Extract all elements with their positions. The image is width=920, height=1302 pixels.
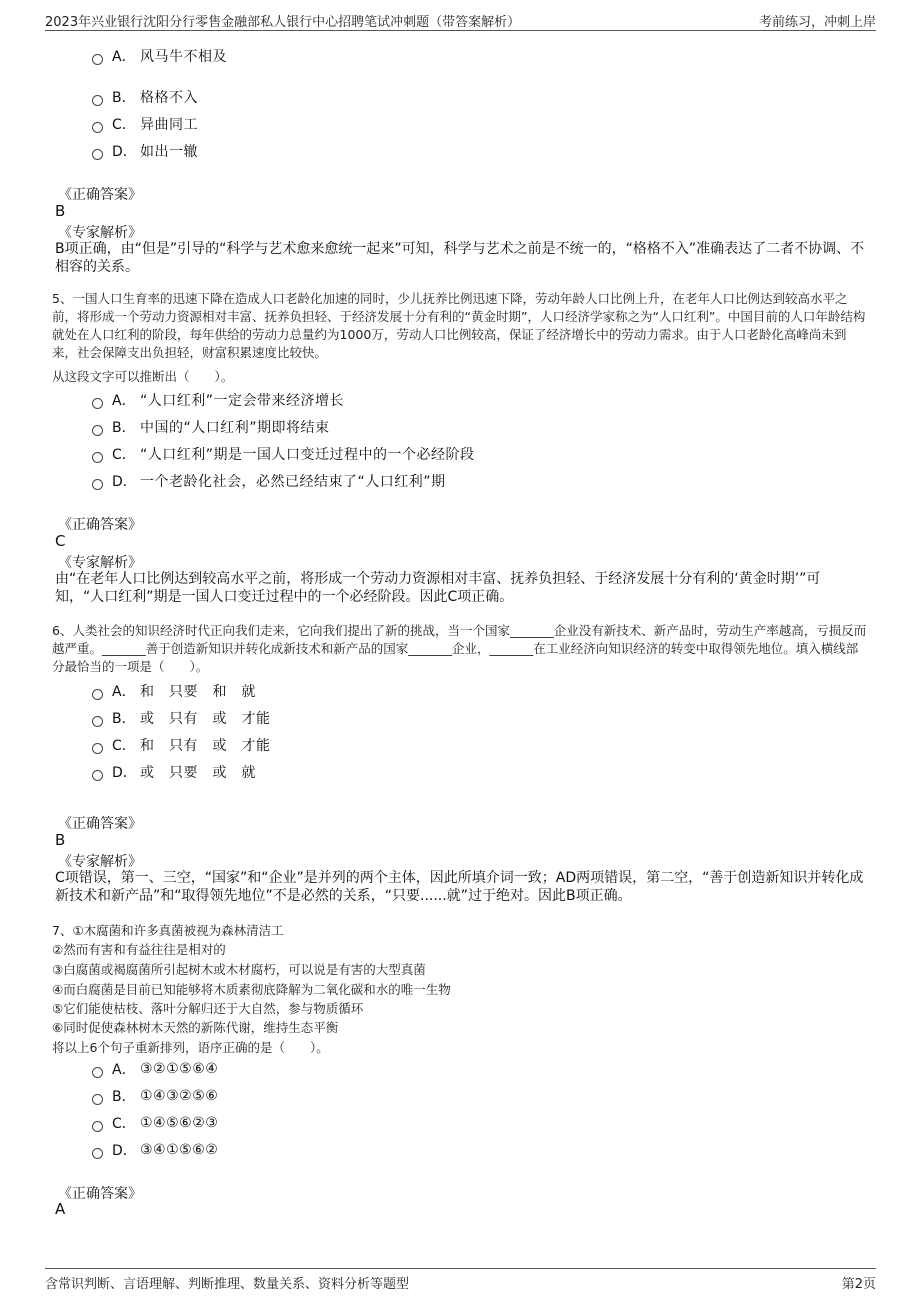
radio-icon[interactable] xyxy=(92,716,103,727)
q4-analysis-label: 《专家解析》 xyxy=(58,225,142,241)
option-text: 或 只要 或 就 xyxy=(140,765,256,781)
q6-option-a[interactable] xyxy=(92,681,256,701)
q6-answer: B xyxy=(55,831,66,849)
q7-sentence-2: ②然而有害和有益往往是相对的 xyxy=(52,942,226,957)
q7-option-a[interactable] xyxy=(92,1059,218,1079)
q4-option-a[interactable] xyxy=(92,46,227,66)
q7-sentence-1: 7、①木腐菌和许多真菌被视为森林清洁工 xyxy=(52,923,284,938)
option-text: 或 只有 或 才能 xyxy=(140,711,271,727)
option-letter: B． xyxy=(112,711,136,727)
option-letter: A． xyxy=(112,1062,136,1078)
q7-prompt: 将以上6个句子重新排列，语序正确的是（ ）。 xyxy=(52,1040,329,1055)
option-letter: C． xyxy=(112,117,136,133)
option-letter: C． xyxy=(112,447,136,463)
radio-icon[interactable] xyxy=(92,770,103,781)
q7-answer-label: 《正确答案》 xyxy=(58,1186,142,1202)
option-letter: A． xyxy=(112,49,136,65)
q6-analysis: C项错误，第一、三空，“国家”和“企业”是并列的两个主体，因此所填介词一致；AD两项错误，第二空，“善于创造新知识并转化成新技术和新产品”和“取得领先地位”不是必然的关系，“只要......就”过于绝对。因此B项正确。 xyxy=(55,870,864,904)
radio-icon[interactable] xyxy=(92,54,103,65)
option-text: ③④①⑤⑥② xyxy=(140,1142,219,1158)
page-number: 第2页 xyxy=(841,1277,876,1292)
radio-icon[interactable] xyxy=(92,452,103,463)
q5-analysis-label: 《专家解析》 xyxy=(58,555,142,571)
option-letter: B． xyxy=(112,90,136,106)
q4-option-b[interactable] xyxy=(92,87,198,107)
q5-analysis: 由“在老年人口比例达到较高水平之前，将形成一个劳动力资源相对丰富、抚养负担轻、于经济发展十分有利的‘黄金时期’”可知，“人口红利”期是一国人口变迁过程中的一个必经阶段。因此C项正确。 xyxy=(55,571,821,605)
radio-icon[interactable] xyxy=(92,1121,103,1132)
q5-answer-label: 《正确答案》 xyxy=(58,517,142,533)
q5-option-a[interactable] xyxy=(92,390,344,410)
radio-icon[interactable] xyxy=(92,743,103,754)
q4-answer: B xyxy=(55,202,66,220)
option-letter: D． xyxy=(112,765,137,781)
q7-sentence-4: ④而白腐菌是目前已知能够将木质素彻底降解为二氧化碳和水的唯一生物 xyxy=(52,982,451,997)
option-letter: C． xyxy=(112,738,136,754)
q6-analysis-label: 《专家解析》 xyxy=(58,854,142,870)
option-letter: D． xyxy=(112,144,137,160)
q4-option-c[interactable] xyxy=(92,114,198,134)
radio-icon[interactable] xyxy=(92,689,103,700)
option-letter: D． xyxy=(112,1143,137,1159)
option-text: ①④⑤⑥②③ xyxy=(140,1115,219,1131)
option-text: 中国的“人口红利”期即将结束 xyxy=(140,420,330,436)
option-letter: C． xyxy=(112,1116,136,1132)
option-text: 和 只有 或 才能 xyxy=(140,738,271,754)
q5-answer: C xyxy=(55,532,66,550)
q7-option-c[interactable] xyxy=(92,1113,218,1133)
option-text: 一个老龄化社会，必然已经结束了“人口红利”期 xyxy=(140,474,446,490)
q4-option-d[interactable] xyxy=(92,141,198,161)
radio-icon[interactable] xyxy=(92,1094,103,1105)
q6-stem: 6、人类社会的知识经济时代正向我们走来，它向我们提出了新的挑战，当一个国家_______企业没有新技术、新产品时，劳动生产率越高，亏损反而越严重。_______善于创造新知识并转化成新技术和新产品的国家_______企业，_______在工业经济向知识经济的转变中取得领先地位。填入横线部分最恰当的一项是（ ）。 xyxy=(52,623,867,674)
option-text: 风马牛不相及 xyxy=(140,49,227,65)
option-letter: D． xyxy=(112,474,137,490)
header-slogan: 考前练习，冲刺上岸 xyxy=(758,15,876,30)
page-header xyxy=(45,8,876,31)
page-footer xyxy=(45,1268,876,1293)
q4-analysis: B项正确，由“但是”引导的“科学与艺术愈来愈统一起来”可知，科学与艺术之前是不统一的，“格格不入”准确表达了二者不协调、不相容的关系。 xyxy=(55,241,865,275)
q6-option-b[interactable] xyxy=(92,708,271,728)
q7-sentence-5: ⑤它们能使枯枝、落叶分解归还于大自然，参与物质循环 xyxy=(52,1001,364,1016)
option-letter: A． xyxy=(112,684,136,700)
option-text: ①④③②⑤⑥ xyxy=(140,1088,219,1104)
radio-icon[interactable] xyxy=(92,398,103,409)
q5-stem: 5、一国人口生育率的迅速下降在造成人口老龄化加速的同时，少儿抚养比例迅速下降，劳动年龄人口比例上升，在老年人口比例达到较高水平之前，将形成一个劳动力资源相对丰富、抚养负担轻、于经济发展十分有利的“黄金时期”，人口经济学家称之为“人口红利”。中国目前的人口年龄结构就处在人口红利的阶段，每年供给的劳动力总量约为1000万，劳动人口比例较高，保证了经济增长中的劳动力需求。由于人口老龄化高峰尚未到来，社会保障支出负担轻，财富积累速度比较快。 xyxy=(52,291,866,360)
option-text: 如出一辙 xyxy=(140,144,198,160)
option-letter: A． xyxy=(112,393,136,409)
radio-icon[interactable] xyxy=(92,1067,103,1078)
q5-option-b[interactable] xyxy=(92,417,330,437)
q4-answer-label: 《正确答案》 xyxy=(58,187,142,203)
option-text: ③②①⑤⑥④ xyxy=(140,1061,219,1077)
option-letter: B． xyxy=(112,420,136,436)
radio-icon[interactable] xyxy=(92,479,103,490)
option-text: 和 只要 和 就 xyxy=(140,684,256,700)
option-text: 异曲同工 xyxy=(140,117,198,133)
document-title: 2023年兴业银行沈阳分行零售金融部私人银行中心招聘笔试冲刺题（带答案解析） xyxy=(45,15,521,30)
q5-prompt: 从这段文字可以推断出（ ）。 xyxy=(52,369,234,384)
radio-icon[interactable] xyxy=(92,95,103,106)
q5-option-d[interactable] xyxy=(92,471,446,491)
footer-topics: 含常识判断、言语理解、判断推理、数量关系、资料分析等题型 xyxy=(45,1277,410,1292)
q6-option-c[interactable] xyxy=(92,735,271,755)
option-text: “人口红利”期是一国人口变迁过程中的一个必经阶段 xyxy=(140,447,475,463)
radio-icon[interactable] xyxy=(92,149,103,160)
radio-icon[interactable] xyxy=(92,122,103,133)
q7-sentence-3: ③白腐菌或褐腐菌所引起树木或木材腐朽，可以说是有害的大型真菌 xyxy=(52,962,426,977)
option-text: 格格不入 xyxy=(140,90,198,106)
q6-option-d[interactable] xyxy=(92,762,256,782)
q7-sentence-6: ⑥同时促使森林树木天然的新陈代谢，维持生态平衡 xyxy=(52,1020,339,1035)
q6-answer-label: 《正确答案》 xyxy=(58,816,142,832)
radio-icon[interactable] xyxy=(92,425,103,436)
option-text: “人口红利”一定会带来经济增长 xyxy=(140,393,345,409)
option-letter: B． xyxy=(112,1089,136,1105)
q7-option-d[interactable] xyxy=(92,1140,218,1160)
q5-option-c[interactable] xyxy=(92,444,475,464)
radio-icon[interactable] xyxy=(92,1148,103,1159)
q7-option-b[interactable] xyxy=(92,1086,218,1106)
q7-answer: A xyxy=(55,1200,66,1218)
